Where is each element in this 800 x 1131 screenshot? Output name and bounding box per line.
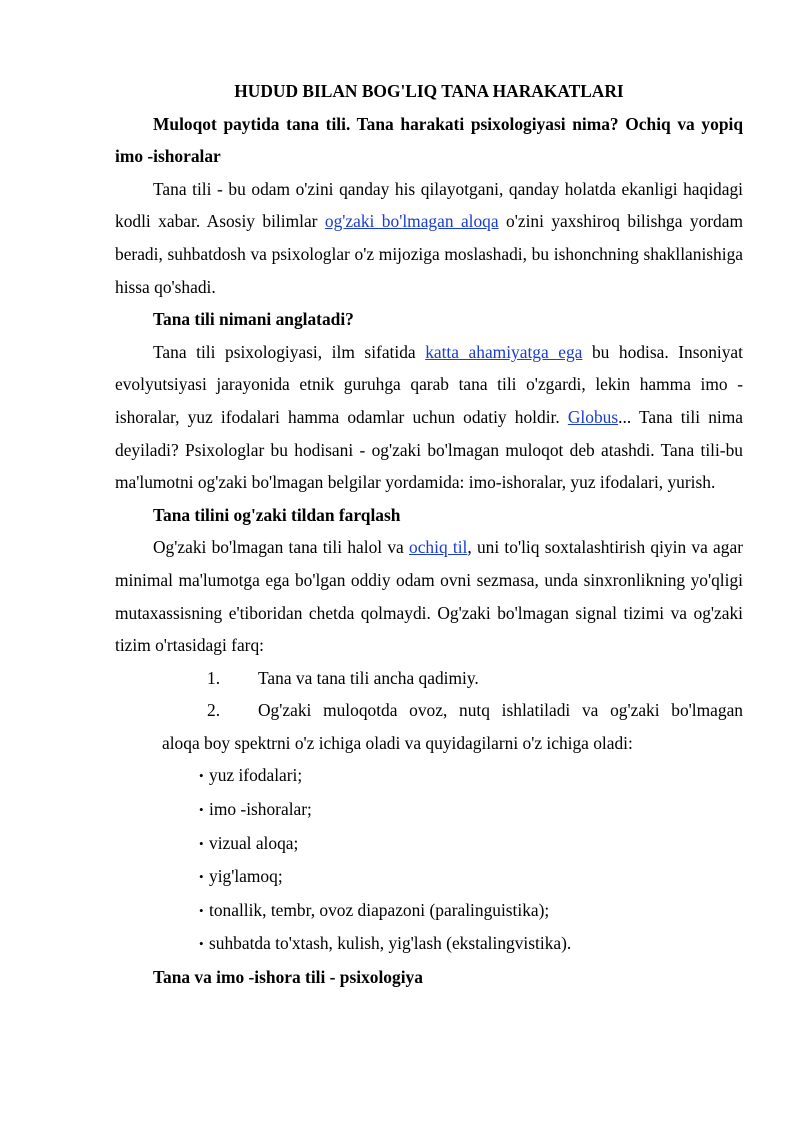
document-title: HUDUD BILAN BOG'LIQ TANA HARAKATLARI bbox=[234, 81, 624, 101]
list-item bbox=[115, 894, 743, 928]
bullet-icon: • bbox=[199, 835, 204, 851]
numbered-item bbox=[115, 694, 743, 727]
item-number: 1. bbox=[207, 667, 221, 688]
link-great-importance[interactable]: katta ahamiyatga ega bbox=[425, 341, 583, 362]
paragraph-psychology bbox=[115, 336, 743, 499]
list-item bbox=[115, 793, 743, 827]
section-heading-gesture-language: Tana va imo -ishora tili - psixologiya bbox=[153, 967, 423, 988]
bullet-text: suhbatda to'xtash, kulish, yig'lash (ekstalingvistika). bbox=[209, 933, 572, 954]
item-text: Og'zaki muloqotda ovoz, nutq ishlatiladi va og'zaki bo'lmagan bbox=[258, 700, 743, 721]
item-text: Tana va tana tili ancha qadimiy. bbox=[258, 667, 479, 688]
paragraph-text: Tana tili psixologiyasi, ilm sifatida bbox=[153, 341, 426, 362]
paragraph-text: o'zini yaxshiroq bilishga yordam beradi, suhbatdosh va psixologlar o'z mijoziga moslashadi, bu ishonchning shakllanishiga hissa qo'shadi. bbox=[115, 211, 743, 297]
list-item bbox=[115, 827, 743, 861]
bullet-text: vizual aloqa; bbox=[209, 832, 299, 853]
link-nonverbal-communication[interactable]: og'zaki bo'lmagan aloqa bbox=[324, 211, 499, 232]
bullet-text: yig'lamoq; bbox=[209, 866, 283, 887]
bullet-icon: • bbox=[199, 936, 204, 952]
section-heading-meaning: Tana tili nimani anglatadi? bbox=[153, 309, 354, 330]
paragraph-text: Og'zaki bo'lmagan tana tili halol va bbox=[153, 537, 409, 558]
bullet-text: tonallik, tembr, ovoz diapazoni (paralinguistika); bbox=[209, 899, 550, 920]
bullet-text: imo -ishoralar; bbox=[209, 799, 312, 820]
paragraph-text: bu hodisa. Insoniyat evolyutsiyasi jarayonida etnik guruhga qarab tana tili o'zgardi, lekin hamma imo - ishoralar, yuz ifodalari hamma odamlar uchun odatiy holdir. bbox=[115, 341, 743, 427]
paragraph-intro bbox=[115, 173, 743, 303]
paragraph-text: ... Tana tili nima deyiladi? Psixologlar bu hodisani - og'zaki bo'lmagan muloqot deb atashdi. Tana tili-bu ma'lumotni og'zaki bo'lmagan belgilar yordamida: imo-ishoralar, yuz ifodalari, yurish. bbox=[115, 406, 743, 493]
section-heading-difference: Tana tilini og'zaki tildan farqlash bbox=[153, 504, 401, 525]
paragraph-text: , uni to'liq soxtalashtirish qiyin va agar minimal ma'lumotga ega bo'lgan oddiy odam ovni sezmasa, unda sinxronlikning yo'qligi mutaxassisning e'tiboridan chetda qolmaydi. Og'zaki bo'lmagan signal tizimi va og'zaki tizim o'rtasidagi farq: bbox=[115, 537, 743, 656]
bullet-icon: • bbox=[199, 768, 204, 784]
section-heading-body-language: Muloqot paytida tana tili. Tana harakati psixologiyasi nima? Ochiq va yopiq imo -ishoralar bbox=[115, 113, 743, 167]
link-globus[interactable]: Globus bbox=[567, 406, 619, 427]
bullet-text: yuz ifodalari; bbox=[209, 765, 303, 786]
bullet-icon: • bbox=[199, 869, 204, 885]
list-item bbox=[115, 860, 743, 894]
numbered-item bbox=[115, 662, 743, 695]
list-item bbox=[115, 759, 743, 793]
bullet-icon: • bbox=[199, 802, 204, 818]
list-item bbox=[115, 927, 743, 961]
numbered-item-continuation: aloqa boy spektrni o'z ichiga oladi va quyidagilarni o'z ichiga oladi: bbox=[162, 732, 633, 753]
paragraph-difference bbox=[115, 531, 743, 661]
item-number: 2. bbox=[207, 700, 221, 721]
bullet-icon: • bbox=[199, 902, 204, 918]
paragraph-text: Tana tili - bu odam o'zini qanday his qilayotgani, qanday holatda ekanligi haqidagi kodli xabar. Asosiy bilimlar bbox=[115, 178, 743, 232]
link-open-language[interactable]: ochiq til bbox=[409, 537, 468, 558]
